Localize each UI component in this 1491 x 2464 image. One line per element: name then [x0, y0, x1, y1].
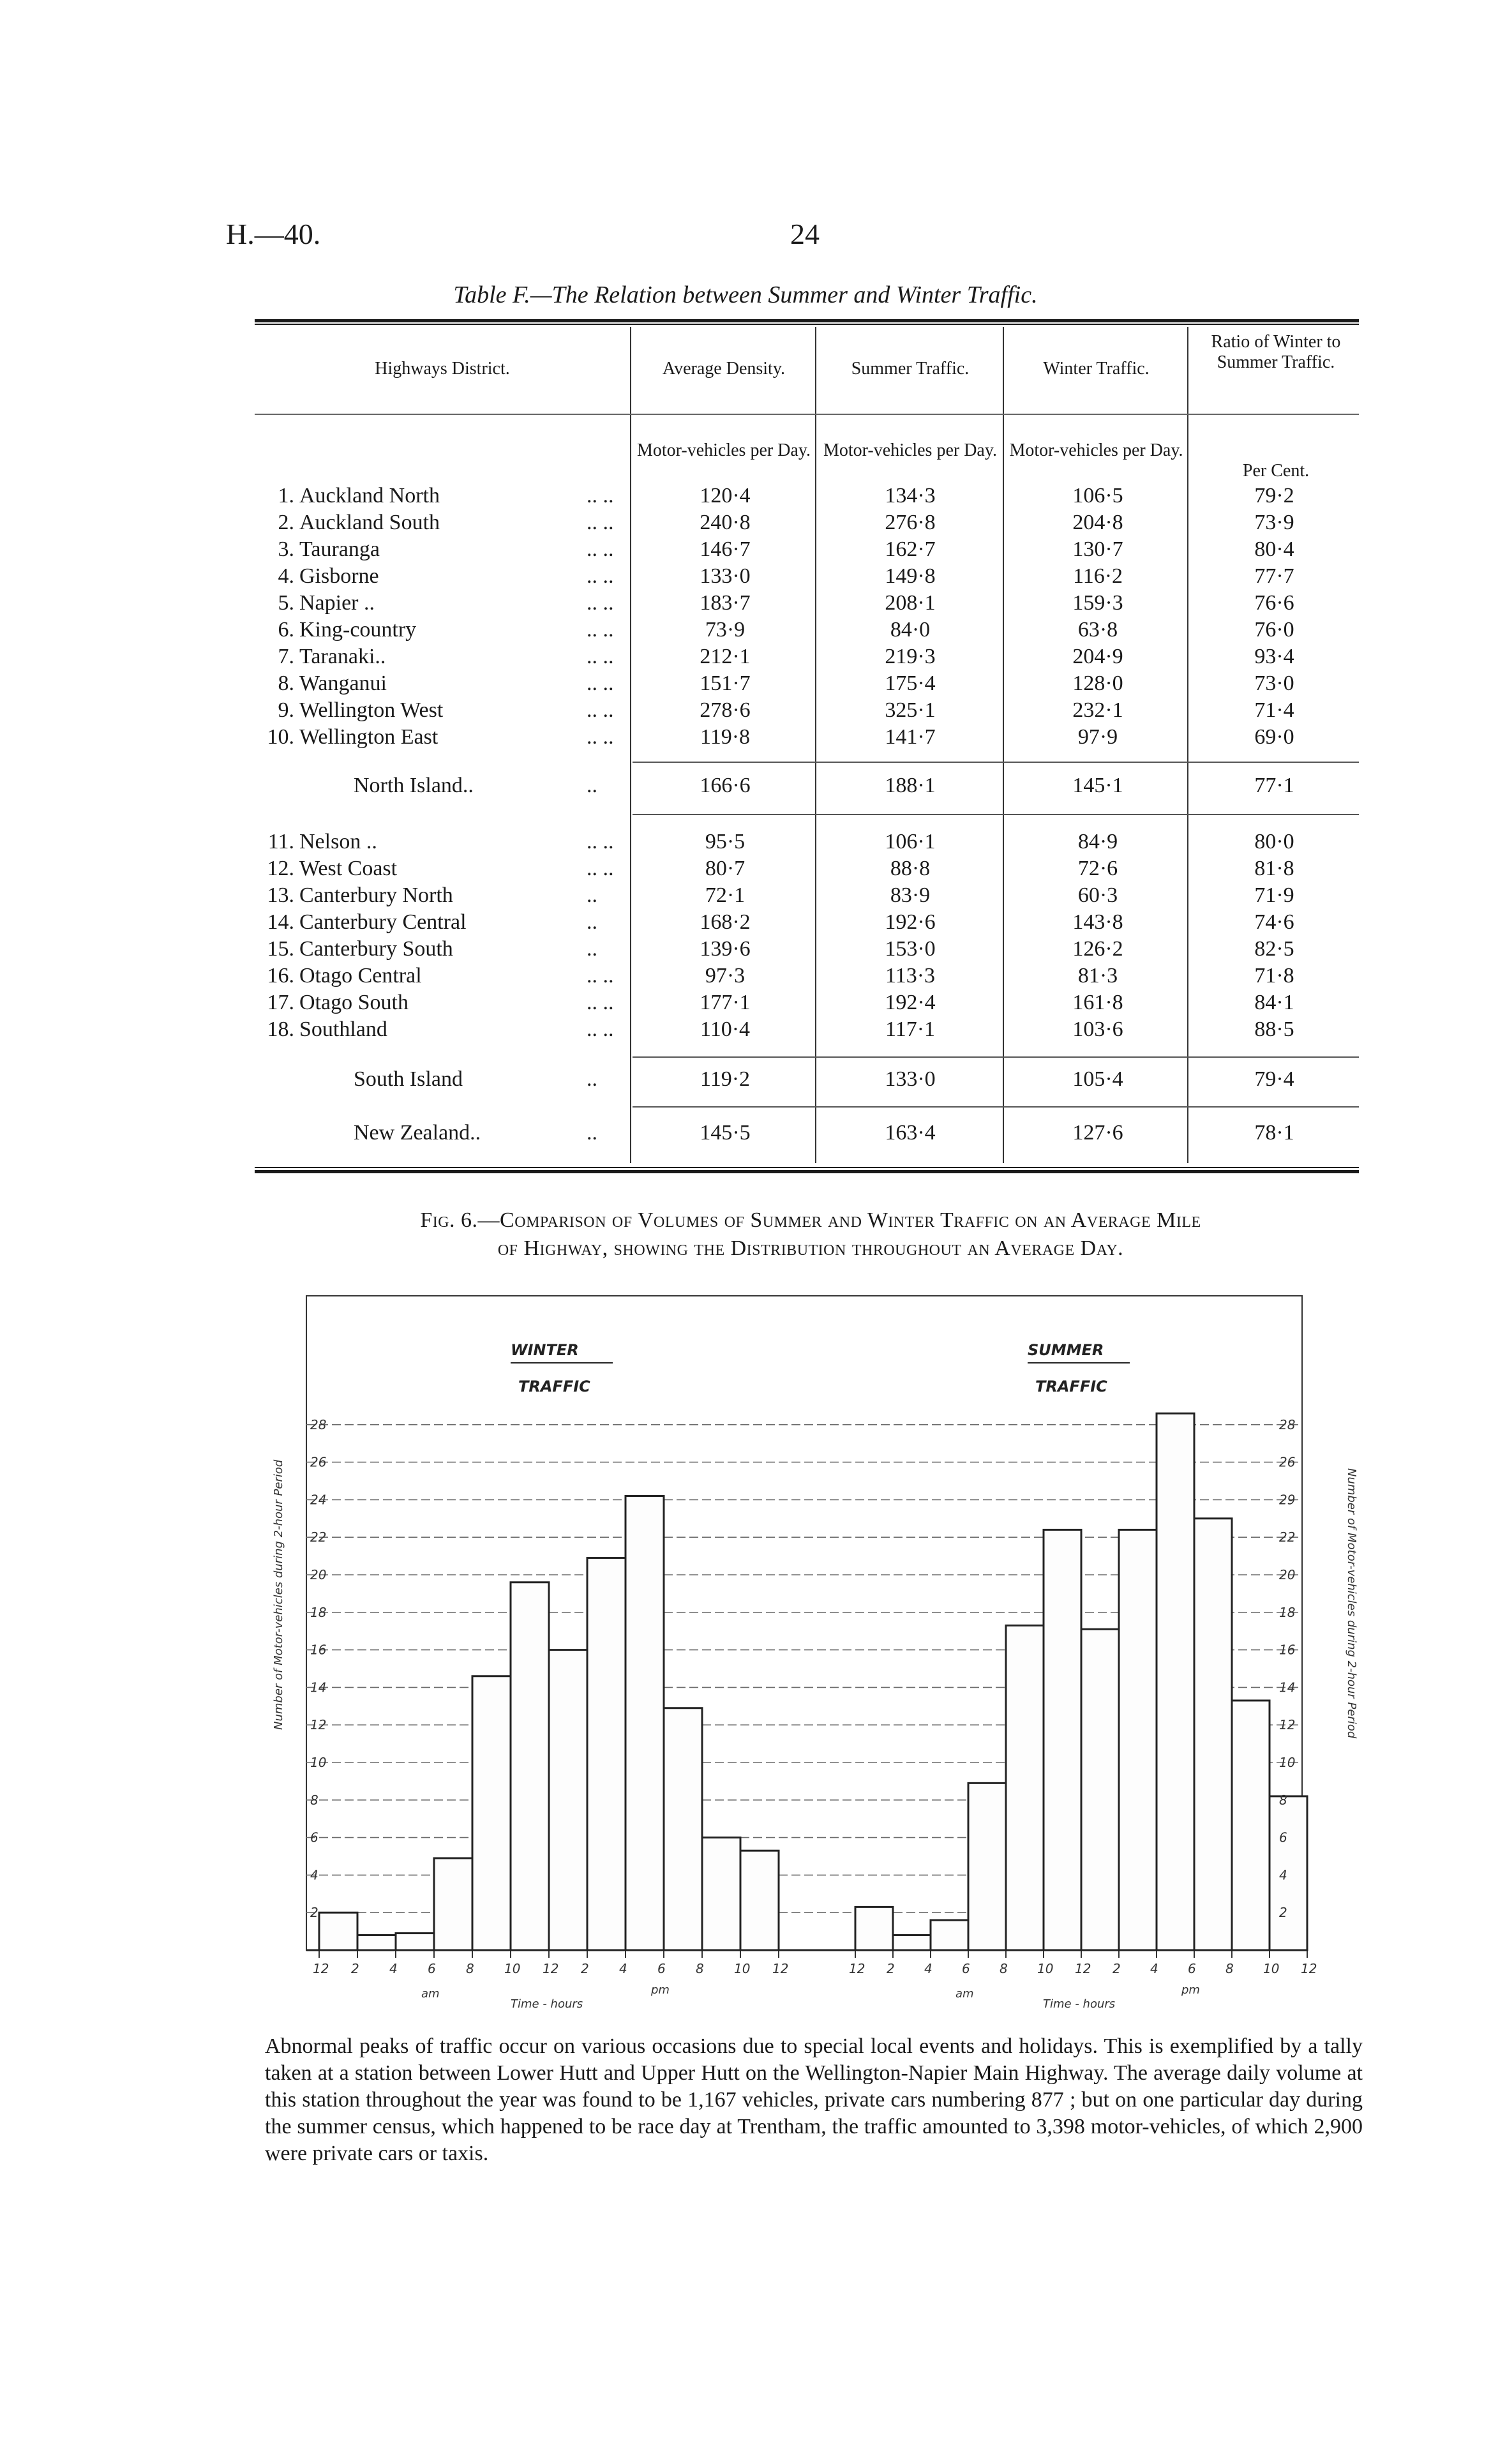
district-name: Canterbury South: [299, 937, 453, 961]
district-name: Wanganui: [299, 672, 387, 695]
x-tick-label: 12: [849, 1961, 865, 1976]
district-name: Napier ..: [299, 591, 375, 615]
units-ratio: Per Cent.: [1242, 461, 1310, 481]
y-tick-label-right: 12: [1279, 1717, 1296, 1733]
leader-dots: ..: [587, 883, 597, 907]
row-number: 1.: [278, 484, 294, 507]
cell-summer: 208·1: [885, 591, 936, 615]
row-number: 11.: [267, 830, 294, 853]
cell-average: 212·1: [700, 645, 751, 668]
leader-dots: .. ..: [587, 698, 614, 722]
traffic-histogram: [255, 1283, 1366, 2030]
cell-summer: 163·4: [885, 1121, 936, 1145]
y-tick-label-left: 20: [310, 1567, 327, 1582]
y-tick-label-right: 6: [1279, 1829, 1287, 1845]
leader-dots: .. ..: [587, 484, 614, 507]
cell-winter: 161·8: [1072, 991, 1123, 1014]
cell-average: 120·4: [700, 484, 751, 507]
subtotal-rule: [633, 814, 1359, 815]
cell-winter: 116·2: [1072, 564, 1123, 588]
cell-average: 139·6: [700, 937, 751, 961]
district-name: Nelson ..: [299, 830, 377, 853]
cell-winter: 84·9: [1077, 830, 1118, 853]
series-label: WINTER: [511, 1341, 579, 1359]
winter-bar: [357, 1935, 396, 1950]
total-name: South Island: [354, 1067, 463, 1091]
x-tick-label: 8: [1225, 1961, 1234, 1976]
x-tick-label: 6: [657, 1961, 666, 1976]
x-tick-label: 6: [962, 1961, 970, 1976]
cell-summer: 133·0: [885, 1067, 936, 1091]
cell-ratio: 76·6: [1254, 591, 1294, 615]
cell-summer: 276·8: [885, 511, 936, 534]
district-name: Auckland South: [299, 511, 440, 534]
table-row: [255, 698, 1359, 725]
y-tick-label-left: 24: [310, 1492, 327, 1508]
x-tick-label: 2: [887, 1961, 895, 1976]
summer-bar: [968, 1783, 1006, 1950]
figure-caption: [255, 1206, 1366, 1263]
x-axis-label: Time - hours: [511, 1997, 583, 2011]
y-tick-label-left: 12: [310, 1717, 327, 1733]
x-tick-label: 8: [696, 1961, 704, 1976]
winter-bar: [587, 1558, 626, 1950]
cell-ratio: 71·9: [1254, 883, 1294, 907]
cell-average: 80·7: [705, 857, 746, 880]
x-tick-label: 8: [1000, 1961, 1008, 1976]
cell-average: 95·5: [705, 830, 746, 853]
y-tick-label-left: 28: [310, 1416, 327, 1432]
row-number: 9.: [278, 698, 294, 722]
cell-ratio: 71·4: [1254, 698, 1294, 722]
row-number: 8.: [278, 672, 294, 695]
table-row: [255, 591, 1359, 618]
y-tick-label-left: 26: [310, 1454, 327, 1470]
winter-bar: [626, 1496, 664, 1950]
cell-summer: 175·4: [885, 672, 936, 695]
cell-winter: 105·4: [1072, 1067, 1123, 1091]
cell-ratio: 79·4: [1254, 1067, 1294, 1091]
table-f: [255, 319, 1359, 1178]
leader-dots: ..: [587, 774, 597, 797]
winter-bar: [472, 1676, 511, 1950]
summer-bar: [1157, 1413, 1194, 1950]
x-tick-label: 12: [543, 1961, 559, 1976]
header-average-density: Average Density.: [662, 359, 786, 379]
cell-summer: 88·8: [890, 857, 931, 880]
subtotal-rule: [633, 762, 1359, 763]
total-name: New Zealand..: [354, 1121, 481, 1145]
table-row: [255, 725, 1359, 752]
cell-ratio: 74·6: [1254, 910, 1294, 934]
row-number: 2.: [278, 511, 294, 534]
y-tick-label-left: 18: [310, 1604, 327, 1620]
cell-ratio: 71·8: [1254, 964, 1294, 988]
table-bottom-rule-thin: [255, 1167, 1359, 1168]
row-number: 10.: [267, 725, 294, 749]
y-tick-label-right: 8: [1279, 1792, 1287, 1808]
cell-average: 119·8: [700, 725, 751, 749]
cell-ratio: 77·7: [1254, 564, 1294, 588]
cell-ratio: 80·4: [1254, 537, 1294, 561]
figure-caption-line-2: of Highway, showing the Distribution throughout an Average Day.: [497, 1236, 1124, 1261]
row-number: 17.: [267, 991, 294, 1014]
units-average: Motor-vehicles per Day.: [636, 440, 811, 460]
table-bottom-rule: [255, 1170, 1359, 1173]
cell-average: 151·7: [700, 672, 751, 695]
cell-ratio: 80·0: [1254, 830, 1294, 853]
row-number: 6.: [278, 618, 294, 642]
cell-winter: 97·9: [1077, 725, 1118, 749]
cell-winter: 81·3: [1077, 964, 1118, 988]
summer-bar: [1232, 1701, 1270, 1950]
x-tick-label: 10: [1037, 1961, 1054, 1976]
y-tick-label-right: 22: [1279, 1529, 1296, 1545]
leader-dots: ..: [587, 937, 597, 961]
cell-summer: 149·8: [885, 564, 936, 588]
table-top-rule: [255, 319, 1359, 322]
subtotal-rule: [633, 1056, 1359, 1058]
leader-dots: .. ..: [587, 1018, 614, 1041]
y-tick-label-left: 4: [310, 1867, 318, 1883]
x-tick-label: 4: [924, 1961, 933, 1976]
x-tick-label: 8: [466, 1961, 474, 1976]
x-tick-label: 2: [1113, 1961, 1121, 1976]
table-caption: Table F.—The Relation between Summer and Winter Traffic.: [453, 282, 1038, 308]
cell-winter: 60·3: [1077, 883, 1118, 907]
units-winter: Motor-vehicles per Day.: [1009, 440, 1183, 460]
cell-summer: 141·7: [885, 725, 936, 749]
cell-ratio: 81·8: [1254, 857, 1294, 880]
page-number: 24: [790, 218, 820, 250]
winter-bar: [511, 1582, 549, 1950]
table-row: [255, 484, 1359, 511]
district-name: Wellington East: [299, 725, 438, 749]
x-tick-label: 12: [772, 1961, 789, 1976]
header-rule: [255, 414, 1359, 415]
row-number: 4.: [278, 564, 294, 588]
cell-winter: 130·7: [1072, 537, 1123, 561]
units-summer: Motor-vehicles per Day.: [823, 440, 998, 460]
x-tick-label: 4: [619, 1961, 627, 1976]
series-label: TRAFFIC: [1035, 1378, 1107, 1395]
cell-winter: 106·5: [1072, 484, 1123, 507]
cell-winter: 128·0: [1072, 672, 1123, 695]
cell-average: 145·5: [700, 1121, 751, 1145]
district-name: Southland: [299, 1018, 387, 1041]
x-tick-label: 12: [313, 1961, 329, 1976]
north-island-total-row: [255, 774, 1359, 800]
winter-bar: [664, 1708, 702, 1950]
leader-dots: .. ..: [587, 830, 614, 853]
cell-average: 166·6: [700, 774, 751, 797]
cell-ratio: 82·5: [1254, 937, 1294, 961]
x-tick-label: 6: [1188, 1961, 1196, 1976]
table-row: [255, 618, 1359, 645]
cell-average: 183·7: [700, 591, 751, 615]
winter-bar: [396, 1934, 434, 1950]
cell-summer: 134·3: [885, 484, 936, 507]
table-row: [255, 1018, 1359, 1044]
row-number: 14.: [267, 910, 294, 934]
row-number: 16.: [267, 964, 294, 988]
y-tick-label-right: 14: [1279, 1679, 1296, 1695]
cell-average: 119·2: [700, 1067, 751, 1091]
leader-dots: .. ..: [587, 857, 614, 880]
table-top-rule-thin: [255, 324, 1359, 325]
cell-summer: 192·6: [885, 910, 936, 934]
row-number: 15.: [267, 937, 294, 961]
cell-winter: 143·8: [1072, 910, 1123, 934]
cell-summer: 192·4: [885, 991, 936, 1014]
y-tick-label-right: 2: [1279, 1905, 1287, 1921]
y-tick-label-right: 4: [1279, 1867, 1287, 1883]
winter-bar: [319, 1912, 357, 1950]
subtotal-rule: [633, 1106, 1359, 1108]
cell-average: 278·6: [700, 698, 751, 722]
summer-bar: [1119, 1529, 1157, 1950]
cell-ratio: 73·0: [1254, 672, 1294, 695]
cell-winter: 63·8: [1077, 618, 1118, 642]
district-name: West Coast: [299, 857, 398, 880]
header-district: Highways District.: [375, 359, 510, 379]
pm-label: pm: [1181, 1983, 1200, 1997]
new-zealand-total-row: [255, 1121, 1359, 1148]
district-name: Gisborne: [299, 564, 379, 588]
leader-dots: .. ..: [587, 564, 614, 588]
table-row: [255, 672, 1359, 698]
y-tick-label-left: 14: [310, 1679, 327, 1695]
cell-average: 168·2: [700, 910, 751, 934]
cell-winter: 127·6: [1072, 1121, 1123, 1145]
x-tick-label: 10: [1263, 1961, 1280, 1976]
x-tick-label: 10: [734, 1961, 751, 1976]
table-row: [255, 564, 1359, 591]
x-tick-label: 12: [1075, 1961, 1091, 1976]
leader-dots: .. ..: [587, 964, 614, 988]
cell-winter: 145·1: [1072, 774, 1123, 797]
district-name: Otago South: [299, 991, 408, 1014]
am-label: am: [955, 1987, 974, 2001]
cell-ratio: 78·1: [1254, 1121, 1294, 1145]
total-name: North Island..: [354, 774, 474, 797]
figure-caption-line-1: Fig. 6.—Comparison of Volumes of Summer and Winter Traffic on an Average Mile: [420, 1208, 1201, 1232]
cell-average: 72·1: [705, 883, 746, 907]
series-label: SUMMER: [1028, 1341, 1104, 1359]
summer-bar: [931, 1920, 968, 1950]
district-name: King-country: [299, 618, 417, 642]
y-tick-label-left: 16: [310, 1642, 327, 1658]
header-ratio: Ratio of Winter to Summer Traffic.: [1211, 332, 1341, 373]
leader-dots: ..: [587, 1121, 597, 1145]
leader-dots: .. ..: [587, 645, 614, 668]
south-island-total-row: [255, 1067, 1359, 1094]
cell-summer: 325·1: [885, 698, 936, 722]
cell-average: 133·0: [700, 564, 751, 588]
cell-winter: 204·8: [1072, 511, 1123, 534]
x-tick-label: 4: [389, 1961, 398, 1976]
summer-bar: [1044, 1529, 1081, 1950]
y-tick-label-left: 22: [310, 1529, 327, 1545]
leader-dots: .. ..: [587, 618, 614, 642]
cell-winter: 159·3: [1072, 591, 1123, 615]
y-tick-label-right: 20: [1279, 1567, 1296, 1582]
district-name: Auckland North: [299, 484, 440, 507]
winter-bar: [702, 1838, 740, 1950]
table-row: [255, 964, 1359, 991]
leader-dots: .. ..: [587, 591, 614, 615]
row-number: 18.: [267, 1018, 294, 1041]
header-summer-traffic: Summer Traffic.: [851, 359, 970, 379]
cell-average: 240·8: [700, 511, 751, 534]
body-paragraph: Abnormal peaks of traffic occur on various occasions due to special local events and holidays. This is exemplified by a tally taken at a station between Lower Hutt and Upper Hutt on the Wellington-Napier Main Highway. The average daily volume at this station throughout the year was found to be 1,167 vehicles, private cars numbering 877 ; but on one particular day during the summer census, which happened to be race day at Trentham, the traffic amounted to 3,398 motor-vehicles, of which 2,900 were private cars or taxis.: [265, 2034, 1363, 2165]
table-row: [255, 537, 1359, 564]
y-tick-label-right: 29: [1279, 1492, 1296, 1508]
leader-dots: ..: [587, 1067, 597, 1091]
cell-summer: 113·3: [885, 964, 936, 988]
bars: [319, 1413, 1307, 1950]
row-number: 7.: [278, 645, 294, 668]
summer-bar: [1006, 1625, 1044, 1950]
x-tick-label: 10: [504, 1961, 521, 1976]
leader-dots: .. ..: [587, 537, 614, 561]
cell-average: 97·3: [705, 964, 746, 988]
x-axis-label: Time - hours: [1043, 1997, 1116, 2011]
winter-bar: [434, 1858, 472, 1950]
cell-summer: 188·1: [885, 774, 936, 797]
table-row: [255, 910, 1359, 937]
leader-dots: .. ..: [587, 511, 614, 534]
table-row: [255, 645, 1359, 672]
cell-ratio: 93·4: [1254, 645, 1294, 668]
x-tick-label: 2: [351, 1961, 359, 1976]
summer-bar: [1194, 1519, 1232, 1950]
row-number: 13.: [267, 883, 294, 907]
district-name: Taranaki..: [299, 645, 386, 668]
table-row: [255, 937, 1359, 964]
winter-bar: [549, 1650, 587, 1950]
row-number: 12.: [267, 857, 294, 880]
y-tick-label-right: 16: [1279, 1642, 1296, 1658]
cell-ratio: 69·0: [1254, 725, 1294, 749]
table-row: [255, 511, 1359, 537]
leader-dots: .. ..: [587, 672, 614, 695]
summer-bar: [855, 1907, 893, 1950]
x-tick-label: 4: [1150, 1961, 1158, 1976]
cell-winter: 103·6: [1072, 1018, 1123, 1041]
district-name: Tauranga: [299, 537, 380, 561]
cell-ratio: 88·5: [1254, 1018, 1294, 1041]
cell-summer: 117·1: [885, 1018, 936, 1041]
cell-winter: 126·2: [1072, 937, 1123, 961]
cell-ratio: 84·1: [1254, 991, 1294, 1014]
leader-dots: .. ..: [587, 991, 614, 1014]
pm-label: pm: [651, 1983, 670, 1997]
page-header-code: H.—40.: [226, 218, 321, 250]
cell-summer: 162·7: [885, 537, 936, 561]
district-name: Canterbury Central: [299, 910, 467, 934]
x-tick-label: 12: [1301, 1961, 1317, 1976]
series-label: TRAFFIC: [518, 1378, 590, 1395]
cell-summer: 106·1: [885, 830, 936, 853]
y-axis-label-left: Number of Motor-vehicles during 2-hour Period: [272, 1459, 285, 1730]
y-axis-label-right: Number of Motor-vehicles during 2-hour Period: [1345, 1468, 1358, 1739]
leader-dots: .. ..: [587, 725, 614, 749]
leader-dots: ..: [587, 910, 597, 934]
district-name: Wellington West: [299, 698, 444, 722]
y-tick-label-right: 26: [1279, 1454, 1296, 1470]
table-row: [255, 991, 1359, 1018]
row-number: 3.: [278, 537, 294, 561]
cell-average: 146·7: [700, 537, 751, 561]
cell-winter: 232·1: [1072, 698, 1123, 722]
summer-bar: [1270, 1796, 1307, 1950]
row-number: 5.: [278, 591, 294, 615]
winter-bar: [740, 1851, 779, 1950]
y-tick-label-left: 8: [310, 1792, 318, 1808]
summer-bar: [1081, 1629, 1119, 1950]
header-winter-traffic: Winter Traffic.: [1043, 359, 1150, 379]
am-label: am: [421, 1987, 440, 2001]
cell-ratio: 73·9: [1254, 511, 1294, 534]
y-tick-label-right: 18: [1279, 1604, 1296, 1620]
x-tick-label: 2: [581, 1961, 589, 1976]
table-row: [255, 830, 1359, 857]
y-tick-label-left: 2: [310, 1905, 318, 1921]
cell-summer: 153·0: [885, 937, 936, 961]
cell-summer: 83·9: [890, 883, 931, 907]
cell-ratio: 79·2: [1254, 484, 1294, 507]
district-name: Canterbury North: [299, 883, 453, 907]
cell-winter: 72·6: [1077, 857, 1118, 880]
y-tick-label-right: 10: [1279, 1755, 1296, 1770]
y-tick-label-right: 28: [1279, 1416, 1296, 1432]
table-row: [255, 857, 1359, 883]
y-tick-label-left: 6: [310, 1829, 318, 1845]
cell-summer: 219·3: [885, 645, 936, 668]
cell-average: 110·4: [700, 1018, 751, 1041]
district-name: Otago Central: [299, 964, 422, 988]
cell-ratio: 77·1: [1254, 774, 1294, 797]
cell-ratio: 76·0: [1254, 618, 1294, 642]
cell-summer: 84·0: [890, 618, 931, 642]
table-row: [255, 883, 1359, 910]
x-tick-label: 6: [428, 1961, 436, 1976]
cell-winter: 204·9: [1072, 645, 1123, 668]
y-tick-label-left: 10: [310, 1755, 327, 1770]
cell-average: 177·1: [700, 991, 751, 1014]
cell-average: 73·9: [705, 618, 746, 642]
summer-bar: [893, 1935, 931, 1950]
